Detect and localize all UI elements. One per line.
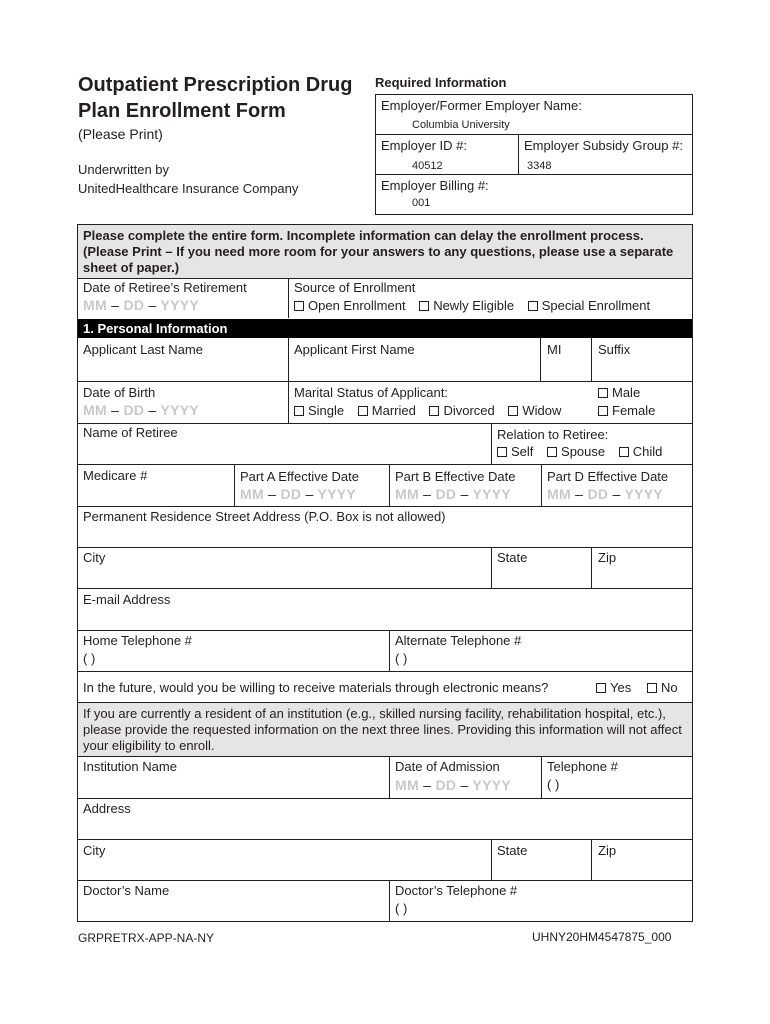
relation-options [497, 444, 662, 459]
electronic-question: In the future, would you be willing to receive materials through electronic means? [83, 680, 549, 695]
part-b-date-field[interactable]: MM – DD – YYYY [395, 486, 512, 502]
suffix-label: Suffix [598, 342, 631, 357]
admission-date-field[interactable]: MM – DD – YYYY [395, 777, 512, 793]
required-info-box [375, 94, 693, 215]
institution-telephone-field[interactable]: ( ) [547, 777, 560, 792]
marital-options [294, 403, 561, 418]
part-b-label: Part B Effective Date [395, 469, 516, 484]
alt-phone-label: Alternate Telephone # [395, 633, 522, 648]
billing-label: Employer Billing #: [381, 178, 489, 193]
billing-value[interactable]: 001 [412, 197, 431, 209]
divorced-checkbox[interactable]: Divorced [429, 403, 494, 418]
part-a-date-field[interactable]: MM – DD – YYYY [240, 486, 357, 502]
male-checkbox[interactable]: Male [598, 385, 640, 400]
employer-id-label: Employer ID #: [381, 138, 467, 153]
source-options [294, 298, 660, 313]
institution-address-label: Address [83, 801, 131, 816]
first-name-label: Applicant First Name [294, 342, 415, 357]
personal-info-heading: 1. Personal Information [78, 319, 692, 338]
admission-date-label: Date of Admission [395, 759, 500, 774]
document-id: UHNY20HM4547875_000 [532, 930, 672, 944]
retirement-date-field[interactable]: MM – DD – YYYY [83, 297, 200, 313]
employer-name-value[interactable]: Columbia University [412, 119, 510, 131]
doctor-phone-field[interactable]: ( ) [395, 901, 408, 916]
institution-name-label: Institution Name [83, 759, 177, 774]
email-label: E-mail Address [83, 592, 171, 607]
home-phone-label: Home Telephone # [83, 633, 192, 648]
please-print-note: (Please Print) [78, 126, 163, 142]
open-enrollment-checkbox[interactable]: Open Enrollment [294, 298, 406, 313]
employer-id-value[interactable]: 40512 [412, 160, 443, 172]
subsidy-group-label: Employer Subsidy Group #: [524, 138, 683, 153]
employer-name-label: Employer/Former Employer Name: [381, 98, 582, 113]
institution-city-label: City [83, 843, 106, 858]
part-d-date-field[interactable]: MM – DD – YYYY [547, 486, 664, 502]
city-label: City [83, 550, 106, 565]
retiree-name-label: Name of Retiree [83, 425, 178, 440]
alt-phone-field[interactable]: ( ) [395, 651, 408, 666]
doctor-phone-label: Doctor’s Telephone # [395, 883, 518, 898]
marital-status-label: Marital Status of Applicant: [294, 385, 448, 400]
enrollment-form [77, 224, 693, 922]
self-checkbox[interactable]: Self [497, 444, 533, 459]
female-checkbox[interactable]: Female [598, 403, 655, 418]
married-checkbox[interactable]: Married [358, 403, 416, 418]
zip-label: Zip [598, 550, 617, 565]
home-phone-field[interactable]: ( ) [83, 651, 96, 666]
special-enrollment-checkbox[interactable]: Special Enrollment [528, 298, 650, 313]
spouse-checkbox[interactable]: Spouse [547, 444, 605, 459]
part-d-label: Part D Effective Date [547, 469, 669, 484]
doctor-name-label: Doctor’s Name [83, 883, 170, 898]
dob-field[interactable]: MM – DD – YYYY [83, 402, 200, 418]
form-title: Outpatient Prescription Drug Plan Enrollment Form [78, 74, 353, 122]
form-instructions: Please complete the entire form. Incomplete information can delay the enrollment process. (Please Print – If you need more room for your answers to any questions, please use a separate sheet of paper.) [78, 225, 692, 278]
last-name-label: Applicant Last Name [83, 342, 203, 357]
underwriter-text [78, 160, 368, 198]
institution-state-label: State [497, 843, 528, 858]
single-checkbox[interactable]: Single [294, 403, 344, 418]
underwritten-line-2: UnitedHealthcare Insurance Company [78, 181, 299, 196]
institution-zip-label: Zip [598, 843, 617, 858]
required-info-title: Required Information [375, 75, 507, 90]
subsidy-group-value[interactable]: 3348 [527, 160, 552, 172]
electronic-no-checkbox[interactable]: No [647, 680, 678, 695]
newly-eligible-checkbox[interactable]: Newly Eligible [419, 298, 514, 313]
source-label: Source of Enrollment [294, 280, 416, 295]
institution-instructions: If you are currently a resident of an institution (e.g., skilled nursing facility, rehabilitation hospital, etc.), please provide the requested information on the next three lines. Providing this information will not affect your eligibility to enroll. [78, 703, 692, 756]
retirement-date-label: Date of Retiree’s Retirement [83, 280, 247, 295]
institution-telephone-label: Telephone # [547, 759, 618, 774]
widow-checkbox[interactable]: Widow [508, 403, 561, 418]
relation-label: Relation to Retiree: [497, 427, 609, 442]
electronic-yes-checkbox[interactable]: Yes [596, 680, 631, 695]
mi-label: MI [547, 342, 562, 357]
child-checkbox[interactable]: Child [619, 444, 663, 459]
part-a-label: Part A Effective Date [240, 469, 359, 484]
underwritten-line-1: Underwritten by [78, 162, 170, 177]
dob-label: Date of Birth [83, 385, 156, 400]
form-code: GRPRETRX-APP-NA-NY [78, 931, 215, 945]
medicare-label: Medicare # [83, 468, 148, 483]
street-address-label: Permanent Residence Street Address (P.O. Box is not allowed) [83, 509, 446, 524]
state-label: State [497, 550, 528, 565]
